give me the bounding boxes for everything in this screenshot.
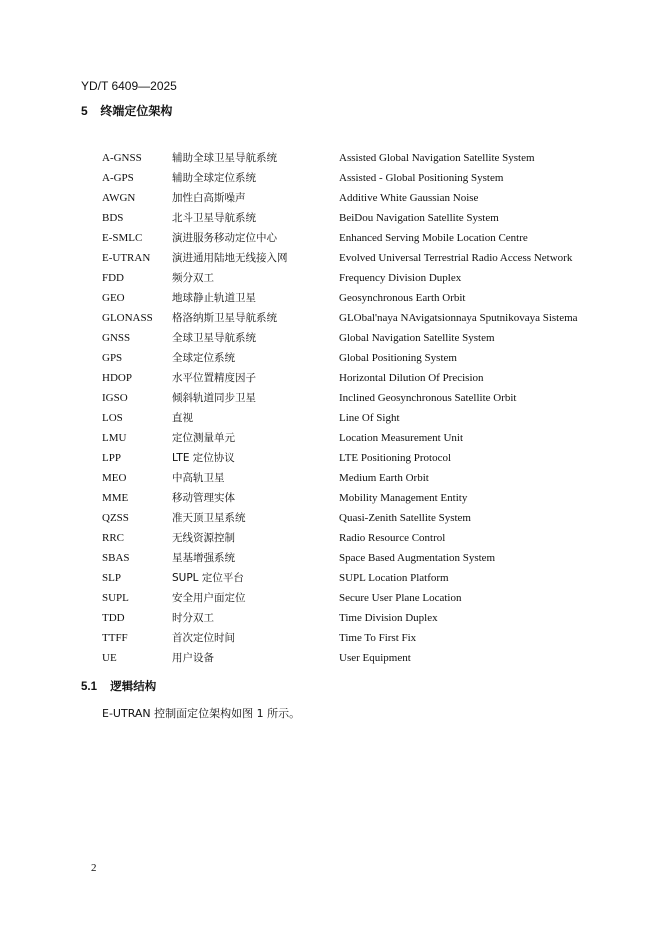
standard-number: YD/T 6409—2025: [81, 79, 177, 93]
abbreviation-chinese: 准天顶卫星系统: [172, 512, 246, 524]
abbreviation-row: [0, 368, 662, 388]
abbreviation-english: Time To First Fix: [339, 632, 417, 644]
abbreviation-chinese: 用户设备: [172, 652, 214, 664]
abbreviation-term: FDD: [102, 272, 125, 284]
abbreviation-row: [0, 648, 662, 668]
abbreviation-english: Space Based Augmentation System: [339, 552, 496, 564]
abbreviation-term: A-GPS: [102, 172, 134, 184]
abbreviation-term: HDOP: [102, 372, 132, 384]
abbreviation-chinese: 中高轨卫星: [172, 472, 225, 484]
abbreviation-chinese: SUPL 定位平台: [172, 572, 244, 584]
abbreviation-chinese: 地球静止轨道卫星: [172, 292, 256, 304]
abbreviation-chinese: 倾斜轨道同步卫星: [172, 392, 256, 404]
abbreviation-row: [0, 168, 662, 188]
abbreviation-chinese: 格洛纳斯卫星导航系统: [172, 312, 277, 324]
abbreviation-chinese: 无线资源控制: [172, 532, 235, 544]
abbreviation-english: Evolved Universal Terrestrial Radio Access Network: [339, 252, 573, 264]
subsection-heading: [81, 678, 156, 694]
abbreviation-term: GNSS: [102, 332, 131, 344]
abbreviation-row: [0, 428, 662, 448]
abbreviation-term: QZSS: [102, 512, 129, 524]
abbreviation-term: GEO: [102, 292, 125, 304]
abbreviation-english: User Equipment: [339, 652, 411, 664]
body-paragraph: E-UTRAN 控制面定位架构如图 1 所示。: [102, 707, 301, 720]
abbreviation-term: LOS: [102, 412, 123, 424]
abbreviation-english: Horizontal Dilution Of Precision: [339, 372, 484, 384]
abbreviation-english: Assisted - Global Positioning System: [339, 172, 504, 184]
abbreviation-row: [0, 568, 662, 588]
abbreviation-row: [0, 208, 662, 228]
abbreviation-chinese: LTE 定位协议: [172, 452, 235, 464]
abbreviation-english: Line Of Sight: [339, 412, 400, 424]
abbreviation-term: RRC: [102, 532, 125, 544]
abbreviation-term: UE: [102, 652, 117, 664]
abbreviation-english: Radio Resource Control: [339, 532, 446, 544]
abbreviation-english: Enhanced Serving Mobile Location Centre: [339, 232, 528, 244]
abbreviation-term: SBAS: [102, 552, 130, 564]
abbreviation-chinese: 定位测量单元: [172, 432, 235, 444]
abbreviation-chinese: 水平位置精度因子: [172, 372, 256, 384]
section-heading: [81, 102, 172, 119]
abbreviation-row: [0, 548, 662, 568]
abbreviation-english: BeiDou Navigation Satellite System: [339, 212, 499, 224]
abbreviation-chinese: 演进通用陆地无线接入网: [172, 252, 288, 264]
abbreviation-chinese: 演进服务移动定位中心: [172, 232, 277, 244]
abbreviation-english: Additive White Gaussian Noise: [339, 192, 479, 204]
abbreviation-chinese: 安全用户面定位: [172, 592, 246, 604]
abbreviation-row: [0, 188, 662, 208]
abbreviation-english: Frequency Division Duplex: [339, 272, 462, 284]
abbreviation-english: Mobility Management Entity: [339, 492, 468, 504]
abbreviation-row: [0, 388, 662, 408]
abbreviation-term: TTFF: [102, 632, 128, 644]
abbreviation-term: E-SMLC: [102, 232, 143, 244]
abbreviation-chinese: 北斗卫星导航系统: [172, 212, 256, 224]
abbreviation-term: IGSO: [102, 392, 128, 404]
abbreviation-row: [0, 608, 662, 628]
abbreviation-row: [0, 408, 662, 428]
abbreviation-term: SUPL: [102, 592, 129, 604]
abbreviation-row: [0, 148, 662, 168]
abbreviation-list: [0, 148, 662, 668]
abbreviation-english: Time Division Duplex: [339, 612, 438, 624]
abbreviation-row: [0, 268, 662, 288]
abbreviation-chinese: 移动管理实体: [172, 492, 235, 504]
abbreviation-term: GPS: [102, 352, 123, 364]
abbreviation-chinese: 直视: [172, 412, 193, 424]
page-number: 2: [91, 862, 97, 874]
abbreviation-row: [0, 508, 662, 528]
abbreviation-term: GLONASS: [102, 312, 153, 324]
abbreviation-term: AWGN: [102, 192, 136, 204]
abbreviation-chinese: 加性白高斯噪声: [172, 192, 246, 204]
abbreviation-english: Global Positioning System: [339, 352, 457, 364]
abbreviation-english: Geosynchronous Earth Orbit: [339, 292, 466, 304]
abbreviation-row: [0, 248, 662, 268]
abbreviation-row: [0, 628, 662, 648]
abbreviation-term: E-UTRAN: [102, 252, 151, 264]
abbreviation-chinese: 首次定位时间: [172, 632, 235, 644]
abbreviation-term: SLP: [102, 572, 121, 584]
abbreviation-row: [0, 348, 662, 368]
abbreviation-row: [0, 308, 662, 328]
abbreviation-english: Location Measurement Unit: [339, 432, 464, 444]
abbreviation-english: Inclined Geosynchronous Satellite Orbit: [339, 392, 517, 404]
abbreviation-chinese: 全球定位系统: [172, 352, 235, 364]
subsection-number: 5.1: [81, 681, 97, 693]
abbreviation-row: [0, 588, 662, 608]
abbreviation-english: GLObal'naya NAvigatsionnaya Sputnikovaya Sistema: [339, 312, 578, 324]
abbreviation-english: Assisted Global Navigation Satellite System: [339, 152, 535, 164]
abbreviation-chinese: 辅助全球卫星导航系统: [172, 152, 277, 164]
abbreviation-term: TDD: [102, 612, 125, 624]
abbreviation-row: [0, 528, 662, 548]
abbreviation-chinese: 辅助全球定位系统: [172, 172, 256, 184]
subsection-title: 逻辑结构: [110, 681, 157, 693]
abbreviation-term: A-GNSS: [102, 152, 142, 164]
abbreviation-english: Medium Earth Orbit: [339, 472, 429, 484]
abbreviation-term: MEO: [102, 472, 127, 484]
abbreviation-row: [0, 448, 662, 468]
abbreviation-row: [0, 288, 662, 308]
abbreviation-english: Quasi-Zenith Satellite System: [339, 512, 471, 524]
abbreviation-term: LPP: [102, 452, 121, 464]
abbreviation-chinese: 全球卫星导航系统: [172, 332, 256, 344]
abbreviation-chinese: 时分双工: [172, 612, 214, 624]
abbreviation-term: BDS: [102, 212, 124, 224]
abbreviation-row: [0, 488, 662, 508]
abbreviation-english: Global Navigation Satellite System: [339, 332, 495, 344]
abbreviation-english: SUPL Location Platform: [339, 572, 449, 584]
abbreviation-row: [0, 468, 662, 488]
abbreviation-term: MME: [102, 492, 129, 504]
abbreviation-english: Secure User Plane Location: [339, 592, 462, 604]
section-title: 终端定位架构: [100, 104, 173, 118]
abbreviation-english: LTE Positioning Protocol: [339, 452, 452, 464]
abbreviation-row: [0, 228, 662, 248]
abbreviation-chinese: 频分双工: [172, 272, 214, 284]
section-number: 5: [81, 104, 88, 118]
abbreviation-row: [0, 328, 662, 348]
abbreviation-term: LMU: [102, 432, 127, 444]
abbreviation-chinese: 星基增强系统: [172, 552, 235, 564]
